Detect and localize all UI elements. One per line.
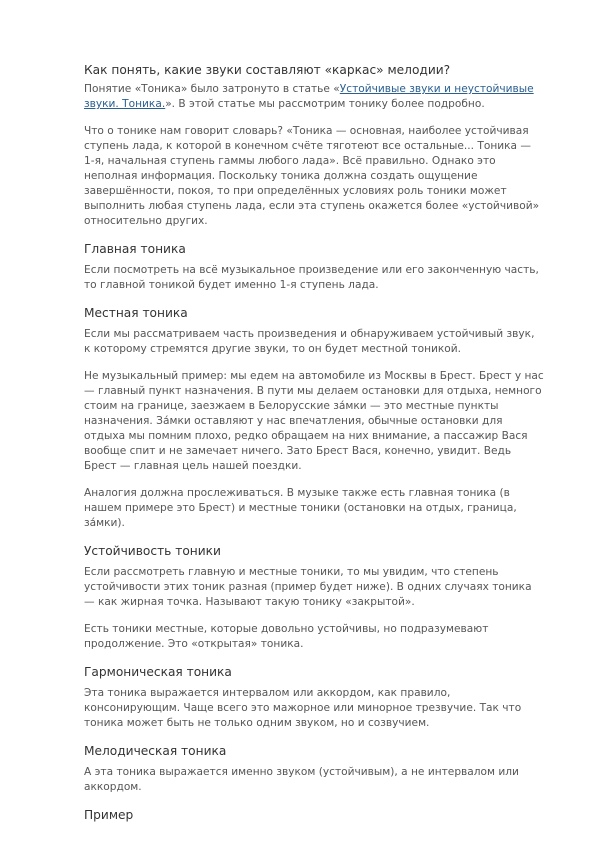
- section-heading-local-tonic: Местная тоника: [84, 306, 188, 320]
- dictionary-paragraph: Что о тонике нам говорит словарь? «Тоника — основная, наиболее устойчивая ступень лада, к которой в конечном счёте тяготеют все остальные... Тоника — 1-я, начальная ступень гаммы любого лада». Всё правильно. Однако это неполная информация. Поскольку тоника должна создать ощущение завершённости, покоя, то при определённых условиях роль тоники может выполнить любая ступень лада, если эта ступень окажется более «устойчивой» относительно других.: [84, 125, 540, 227]
- article-link[interactable]: Устойчивые звуки и неустойчивые звуки. Тоника.: [84, 83, 534, 110]
- section-paragraph: Если рассмотреть главную и местные тоники, то мы увидим, что степень устойчивости этих тоник разная (пример будет ниже). В одних случаях тоника — как жирная точка. Называют такую тонику «закрытой».: [84, 566, 532, 608]
- article-title: Как понять, какие звуки составляют «каркас» мелодии?: [84, 63, 451, 77]
- section-heading-main-tonic: Главная тоника: [84, 242, 186, 256]
- section-heading-example: Пример: [84, 808, 134, 822]
- section-paragraph: А эта тоника выражается именно звуком (устойчивым), а не интервалом или аккордом.: [84, 766, 519, 793]
- section-heading-harmonic-tonic: Гармоническая тоника: [84, 665, 232, 679]
- article-body: [84, 62, 544, 829]
- section-heading-tonic-stability: Устойчивость тоники: [84, 544, 221, 558]
- intro-text-after: ». В этой статье мы рассмотрим тонику более подробно.: [165, 98, 485, 110]
- section-paragraph: Если посмотреть на всё музыкальное произведение или его законченную часть, то главной тоникой будет именно 1-я ступень лада.: [84, 264, 539, 291]
- section-paragraph: Не музыкальный пример: мы едем на автомобиле из Москвы в Брест. Брест у нас — главный пункт назначения. В пути мы делаем остановки для отдыха, немного стоим на границе, заезжаем в Белорусские за́мки — это местные пункты назначения. За́мки оставляют у нас впечатления, обычные остановки для отдыха мы помним плохо, редко обращаем на них внимание, а пассажир Вася вообще спит и не замечает ничего. Зато Брест Вася, конечно, увидит. Ведь Брест — главная цель нашей поездки.: [84, 370, 544, 472]
- section-paragraph: Если мы рассматриваем часть произведения и обнаруживаем устойчивый звук, к которому стремятся другие звуки, то он будет местной тоникой.: [84, 328, 535, 355]
- section-paragraph: Эта тоника выражается интервалом или аккордом, как правило, консонирующим. Чаще всего это мажорное или минорное трезвучие. Так что тоника может быть не только одним звуком, но и созвучием.: [84, 687, 522, 729]
- section-heading-melodic-tonic: Мелодическая тоника: [84, 744, 227, 758]
- intro-text-before: Понятие «Тоника» было затронуто в статье «: [84, 83, 340, 95]
- section-paragraph: Есть тоники местные, которые довольно устойчивы, но подразумевают продолжение. Это «открытая» тоника.: [84, 623, 489, 650]
- intro-paragraph: [84, 82, 544, 112]
- section-paragraph: Аналогия должна прослеживаться. В музыке также есть главная тоника (в нашем примере это Брест) и местные тоники (остановки на отдых, граница, за́мки).: [84, 487, 517, 529]
